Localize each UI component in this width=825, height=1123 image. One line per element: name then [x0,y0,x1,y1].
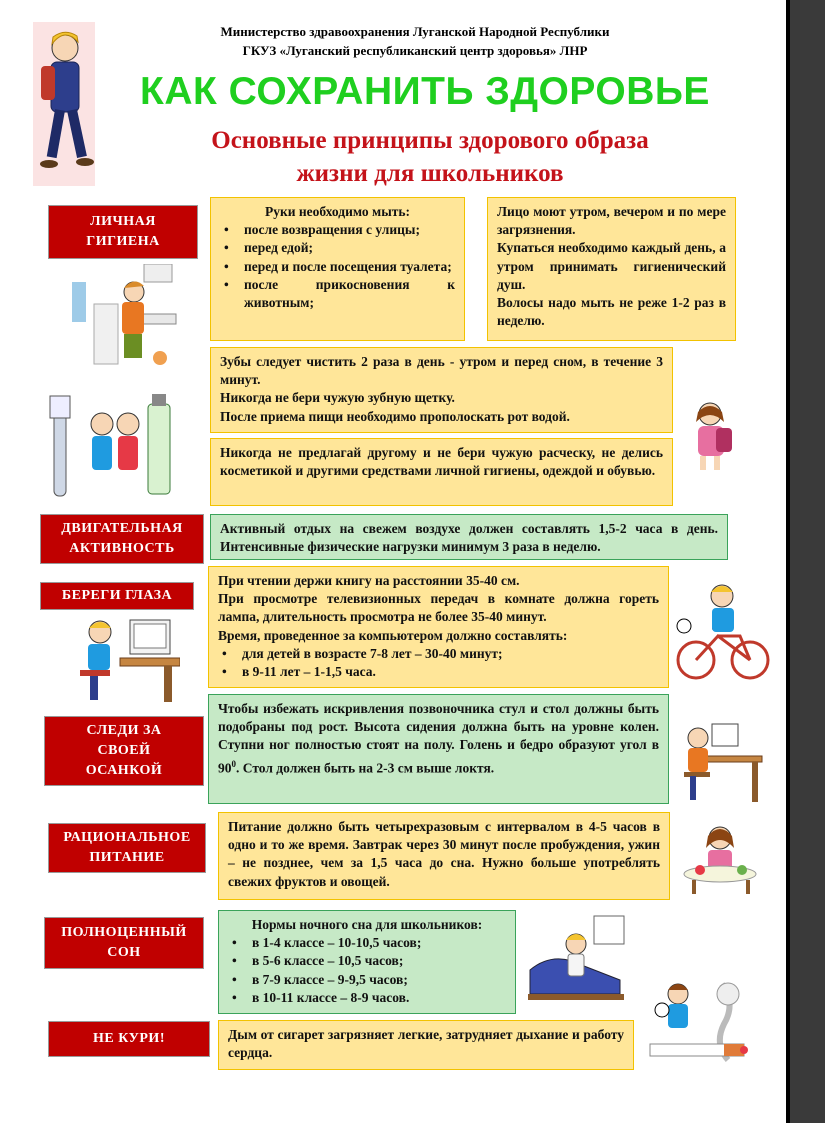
label-activity [40,514,204,564]
activity-text: Активный отдых на свежем воздухе должен составлять 1,5-2 часа в день. Интенсивные физические нагрузки минимум 3 раза в неделю. [220,521,718,555]
teeth-text-2: Никогда не бери чужую зубную щетку. [220,390,455,406]
posture-text-end: . Стол должен быть на 2-3 см выше локтя. [236,760,495,776]
boy-bicycle-illustration [676,576,772,688]
label-hygiene-line2: ГИГИЕНА [86,234,160,249]
nutrition-box [218,812,670,900]
list-item: • в 9-11 лет – 1-1,5 часа. [218,663,659,681]
child-waking-illustration [524,910,632,1010]
list-item: • для детей в возрасте 7-8 лет – 30-40 минут; [218,645,659,663]
eyes-box [208,566,669,688]
schoolboy-walking-illustration [33,22,95,186]
page-edge-border [786,0,790,1123]
hands-title: Руки необходимо мыть: [264,204,411,219]
label-nutrition [48,823,206,873]
ministry-header: Министерство здравоохранения Луганской Народной Республики [220,24,610,39]
child-desk-illustration [676,716,764,804]
label-eyes: БЕРЕГИ ГЛАЗА [40,582,194,610]
sleep-title: Нормы ночного сна для школьников: [251,917,483,932]
label-nutrition-line1: РАЦИОНАЛЬНОЕ [63,830,191,845]
label-activity-line2: АКТИВНОСТЬ [69,541,175,556]
girl-eating-illustration [682,822,760,896]
sleep-list [228,934,506,1007]
eyes-line-3: Время, проведенное за компьютером должно составлять: [218,627,568,643]
posture-box [208,694,669,804]
label-nutrition-line2: ПИТАНИЕ [89,850,165,865]
hair-text: Волосы надо мыть не реже 1-2 раз в неделю. [497,295,726,329]
nutrition-text: Питание должно быть четырехразовым с интервалом в 4-5 часов в одно и то же время. Завтрак через 30 минут после пробуждения, ужин – не позднее, чем за 1,5 часа до сна. Нужно больше употреблять свежих фруктов и овощей. [228,819,660,889]
face-text: Лицо моют утром, вечером и по мере загрязнения. [497,204,726,238]
subtitle-line-2: жизни для школьников [296,160,564,187]
label-sleep-line2: СОН [107,945,141,960]
list-item: • в 10-11 классе – 8-9 часов. [228,989,506,1007]
list-item: • перед и после посещения туалета; [220,258,455,276]
washing-hands-illustration [64,264,180,378]
smoking-box [218,1020,634,1070]
eyes-list [218,645,659,681]
list-item: • после возвращения с улицы; [220,221,455,239]
sleep-box [218,910,516,1014]
poster-title: КАК СОХРАНИТЬ ЗДОРОВЬЕ [140,70,710,113]
label-smoking: НЕ КУРИ! [48,1021,210,1057]
girl-backpack-illustration [684,400,740,472]
smoking-text: Дым от сигарет загрязняет легкие, затрудняет дыхание и работу сердца. [228,1027,624,1061]
teeth-text-1: Зубы следует чистить 2 раза в день - утром и перед сном, в течение 3 минут. [220,354,663,388]
activity-box [210,514,728,560]
poster-subtitle [150,124,710,190]
bath-text: Купаться необходимо каждый день, а утром принимать гигиенический душ. [497,240,726,292]
posture-text [218,700,659,777]
label-hygiene [48,205,198,259]
personal-items-box [210,438,673,506]
list-item: • в 1-4 классе – 10-10,5 часов; [228,934,506,952]
no-smoking-illustration [644,974,750,1072]
posture-text-main: Чтобы избежать искривления позвоночника стул и стол должны быть подобраны под рост. Высота сидения должна быть на уровне колен. Ступни ног полностью стоят на полу. Голень и бедро образуют угол в 90 [218,701,659,776]
label-activity-line1: ДВИГАТЕЛЬНАЯ [61,521,183,536]
degree-sup: 0 [231,758,236,769]
eyes-line-1: При чтении держи книгу на расстоянии 35-40 см. [218,573,520,588]
list-item: • в 7-9 классе – 9-9,5 часов; [228,971,506,989]
list-item: • после прикосновения к животным; [220,276,455,312]
subtitle-line-1: Основные принципы здорового образа [211,127,649,154]
label-posture-line1: СЛЕДИ ЗА [86,723,162,738]
label-posture [44,716,204,786]
center-header: ГКУЗ «Луганский республиканский центр здоровья» ЛНР [242,43,588,58]
label-posture-line2: СВОЕЙ [97,743,151,758]
label-sleep [44,917,204,969]
list-item: • в 5-6 классе – 10,5 часов; [228,952,506,970]
teeth-text-3: После приема пищи необходимо прополоскать рот водой. [220,408,570,424]
toothbrush-kids-illustration [44,394,176,504]
teeth-box [210,347,673,433]
kid-computer-illustration [74,614,180,704]
face-bath-box [487,197,736,341]
label-hygiene-line1: ЛИЧНАЯ [90,214,156,229]
eyes-line-2: При просмотре телевизионных передач в комнате должна гореть лампа, длительность просмотра не более 35-40 минут. [218,591,659,625]
label-posture-line3: ОСАНКОЙ [85,763,163,778]
list-item: • перед едой; [220,239,455,257]
label-sleep-line1: ПОЛНОЦЕННЫЙ [61,925,187,940]
personal-items-text: Никогда не предлагай другому и не бери чужую расческу, не делись косметикой и другими средствами личной гигиены, одеждой и обувью. [220,445,663,479]
hands-box [210,197,465,341]
hands-list [220,221,455,312]
